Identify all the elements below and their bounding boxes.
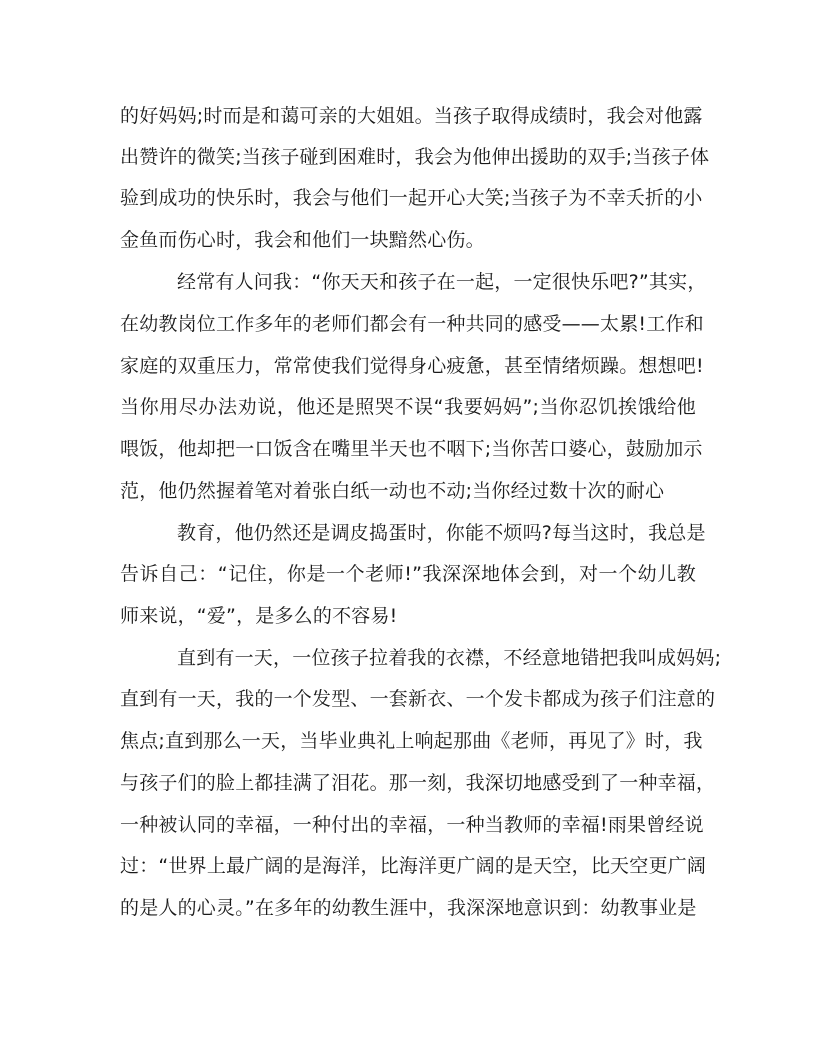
text-line: 告诉自己：“记住，你是一个老师!”我深深地体会到，对一个幼儿教: [120, 563, 696, 585]
text-line: 直到有一天，我的一个发型、一套新衣、一个发卡都成为孩子们注意的: [120, 688, 716, 710]
text-line: 在幼教岗位工作多年的老师们都会有一种共同的感受——太累!工作和: [120, 313, 704, 335]
text-line: 焦点;直到那么一天，当毕业典礼上响起那曲《老师，再见了》时，我: [120, 730, 703, 752]
text-line: 的好妈妈;时而是和蔼可亲的大姐姐。当孩子取得成绩时，我会对他露: [120, 105, 703, 127]
text-line: 与孩子们的脸上都挂满了泪花。那一刻，我深切地感受到了一种幸福，: [120, 772, 716, 794]
text-line: 当你用尽办法劝说，他还是照哭不误“我要妈妈”;当你忍饥挨饿给他: [120, 396, 696, 418]
text-line: 师来说，“爱”，是多么的不容易!: [120, 605, 398, 627]
text-line: 一种被认同的幸福，一种付出的幸福，一种当教师的幸福!雨果曾经说: [120, 814, 704, 836]
paragraph-first-line: 经常有人问我：“你天天和孩子在一起，一定很快乐吧?”其实，: [177, 271, 707, 293]
text-line: 出赞许的微笑;当孩子碰到困难时，我会为他伸出援助的双手;当孩子体: [120, 146, 710, 168]
paragraph-first-line: 教育，他仍然还是调皮捣蛋时，你能不烦吗?每当这时，我总是: [177, 522, 706, 544]
text-line: 的是人的心灵。”在多年的幼教生涯中，我深深地意识到：幼教事业是: [120, 897, 697, 919]
text-line: 范，他仍然握着笔对着张白纸一动也不动;当你经过数十次的耐心: [120, 480, 665, 502]
paragraph-first-line: 直到有一天，一位孩子拉着我的衣襟，不经意地错把我叫成妈妈;: [177, 647, 722, 669]
text-line: 家庭的双重压力，常常使我们觉得身心疲惫，甚至情绪烦躁。想想吧!: [120, 355, 704, 377]
text-line: 过：“世界上最广阔的是海洋，比海洋更广阔的是天空，比天空更广阔: [120, 855, 707, 877]
text-line: 验到成功的快乐时，我会与他们一起开心大笑;当孩子为不幸夭折的小: [120, 187, 703, 209]
text-line: 喂饭，他却把一口饭含在嘴里半天也不咽下;当你苦口婆心，鼓励加示: [120, 438, 703, 460]
text-line: 金鱼而伤心时，我会和他们一块黯然心伤。: [120, 229, 485, 251]
